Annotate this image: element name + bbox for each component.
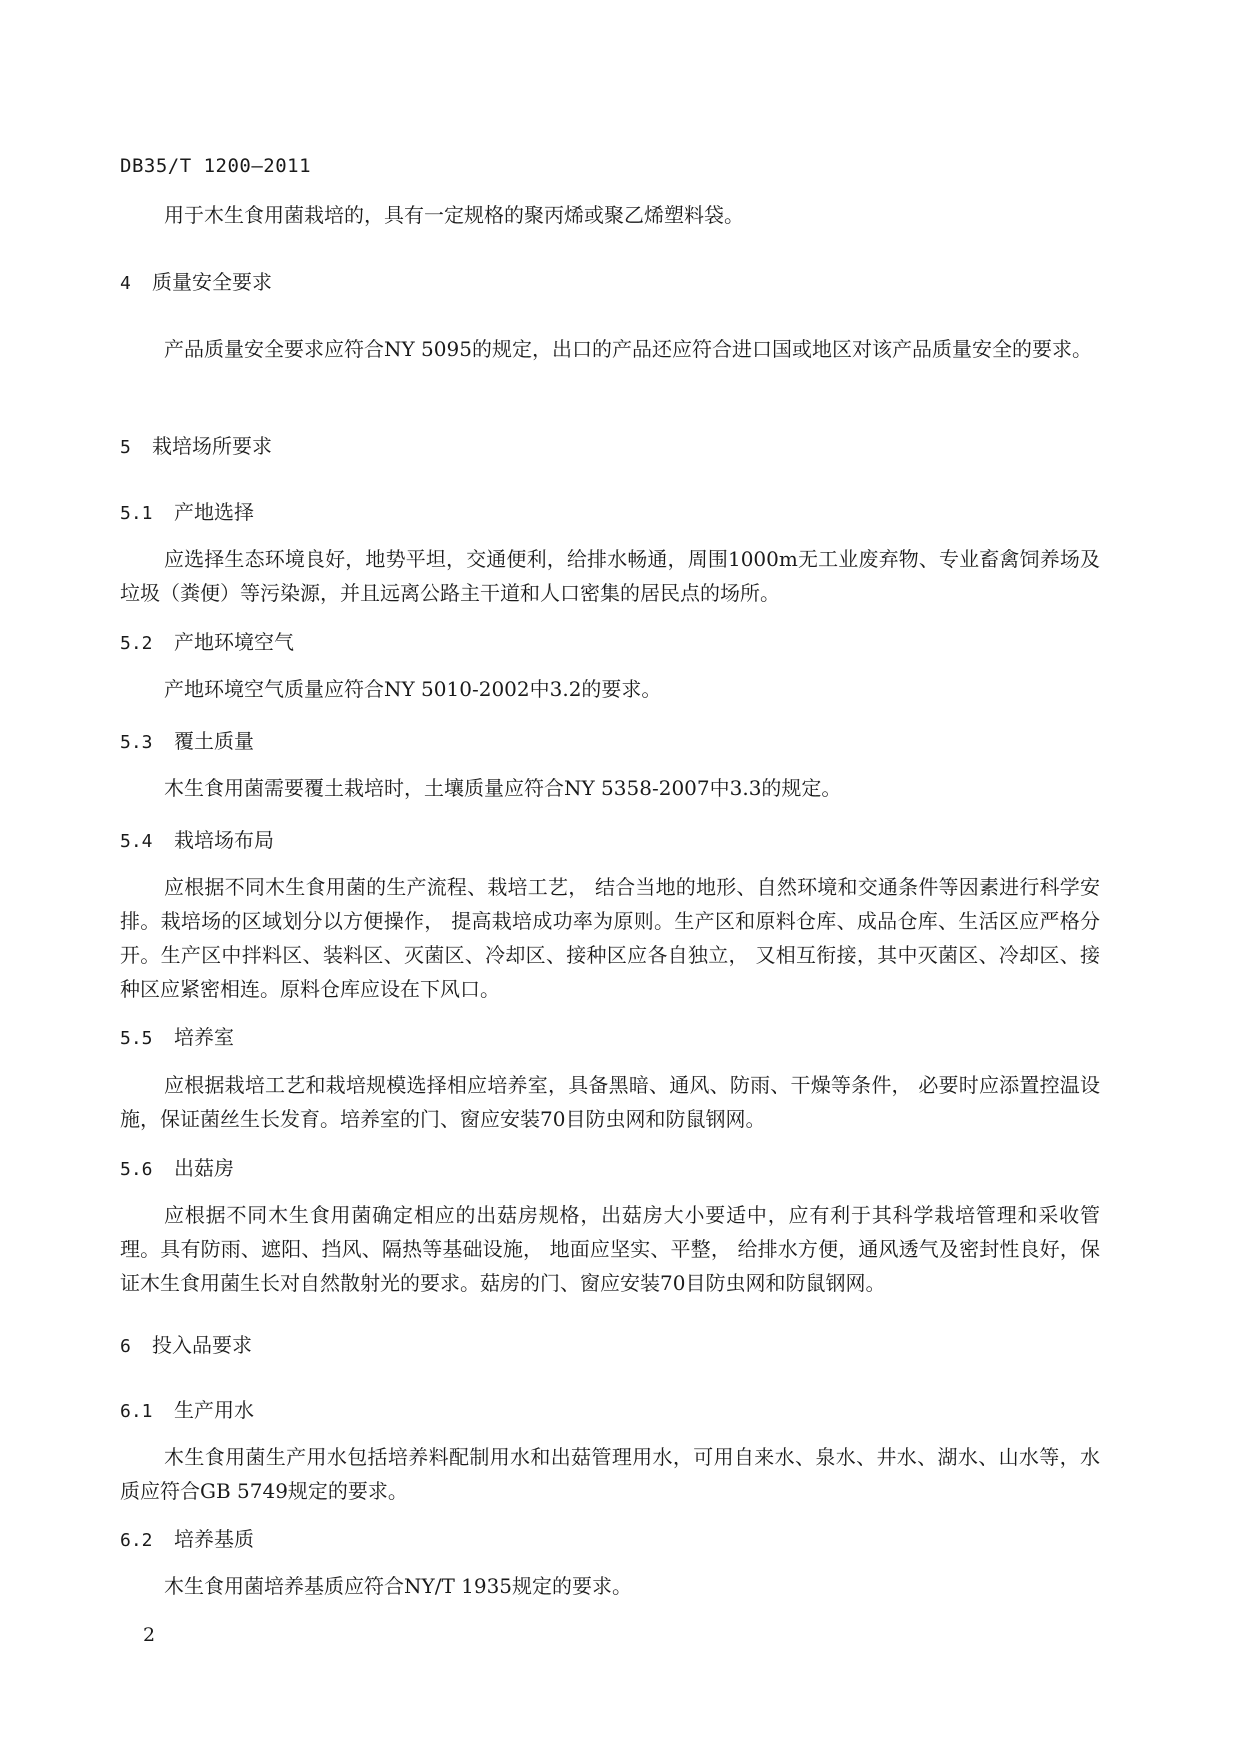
section-heading-5-4: [120, 826, 274, 856]
section-heading-5-2: [120, 628, 294, 658]
section-title: 培养室: [174, 1025, 234, 1049]
section-5-3-paragraph: 木生食用菌需要覆土栽培时，土壤质量应符合NY 5358-2007中3.3的规定。: [164, 776, 842, 800]
section-heading-5-1: [120, 498, 254, 528]
section-number: 6: [120, 1336, 131, 1357]
section-title: 覆土质量: [174, 729, 254, 753]
section-number: 5.6: [120, 1159, 153, 1180]
section-number: 5.5: [120, 1028, 153, 1049]
section-5-4-paragraph: 应根据不同木生食用菌的生产流程、栽培工艺， 结合当地的地形、自然环境和交通条件等因素进行科学安排。栽培场的区域划分以方便操作， 提高栽培成功率为原则。生产区和原料仓库、成品仓库、生活区应严格分开。生产区中拌料区、装料区、灭菌区、冷却区、接种区应各自独立， 又相互衔接，其中灭菌区、冷却区、接种区应紧密相连。原料仓库应设在下风口。: [120, 875, 1100, 1001]
standard-code: DB35/T 1200—2011: [120, 155, 312, 177]
section-number: 5: [120, 437, 131, 458]
section-number: 5.4: [120, 831, 153, 852]
section-number: 4: [120, 273, 131, 294]
section-title: 产地环境空气: [174, 630, 294, 654]
section-number: 6.2: [120, 1530, 153, 1551]
section-4-paragraph: 产品质量安全要求应符合NY 5095的规定，出口的产品还应符合进口国或地区对该产品质量安全的要求。: [164, 337, 1092, 361]
intro-paragraph: 用于木生食用菌栽培的，具有一定规格的聚丙烯或聚乙烯塑料袋。: [164, 203, 744, 227]
section-number: 5.3: [120, 732, 153, 753]
page-number: 2: [143, 1624, 156, 1646]
section-title: 出菇房: [174, 1156, 234, 1180]
section-heading-5: [120, 432, 272, 462]
section-5-1-paragraph: 应选择生态环境良好，地势平坦，交通便利，给排水畅通，周围1000m无工业废弃物、专业畜禽饲养场及垃圾（粪便）等污染源，并且远离公路主干道和人口密集的居民点的场所。: [120, 547, 1100, 605]
section-title: 投入品要求: [152, 1333, 252, 1357]
section-title: 栽培场所要求: [152, 434, 272, 458]
section-title: 质量安全要求: [152, 270, 272, 294]
section-6-1-paragraph: 木生食用菌生产用水包括培养料配制用水和出菇管理用水，可用自来水、泉水、井水、湖水、山水等，水质应符合GB 5749规定的要求。: [120, 1445, 1100, 1503]
section-heading-5-6: [120, 1154, 234, 1184]
section-title: 产地选择: [174, 500, 254, 524]
section-heading-5-3: [120, 727, 254, 757]
section-heading-6-1: [120, 1396, 254, 1426]
section-heading-4: [120, 268, 272, 298]
section-heading-6-2: [120, 1525, 254, 1555]
section-title: 栽培场布局: [174, 828, 274, 852]
section-number: 5.1: [120, 503, 153, 524]
section-number: 6.1: [120, 1401, 153, 1422]
section-title: 培养基质: [174, 1527, 254, 1551]
section-number: 5.2: [120, 633, 153, 654]
section-heading-5-5: [120, 1023, 234, 1053]
section-5-5-paragraph: 应根据栽培工艺和栽培规模选择相应培养室，具备黑暗、通风、防雨、干燥等条件， 必要时应添置控温设施，保证菌丝生长发育。培养室的门、窗应安装70目防虫网和防鼠钢网。: [120, 1073, 1100, 1131]
section-title: 生产用水: [174, 1398, 254, 1422]
section-5-6-paragraph: 应根据不同木生食用菌确定相应的出菇房规格，出菇房大小要适中，应有利于其科学栽培管理和采收管理。具有防雨、遮阳、挡风、隔热等基础设施， 地面应坚实、平整， 给排水方便，通风透气及密封性良好，保证木生食用菌生长对自然散射光的要求。菇房的门、窗应安装70目防虫网和防鼠钢网。: [120, 1203, 1100, 1295]
section-heading-6: [120, 1331, 252, 1361]
section-5-2-paragraph: 产地环境空气质量应符合NY 5010-2002中3.2的要求。: [164, 677, 662, 701]
section-6-2-paragraph: 木生食用菌培养基质应符合NY/T 1935规定的要求。: [164, 1574, 633, 1598]
